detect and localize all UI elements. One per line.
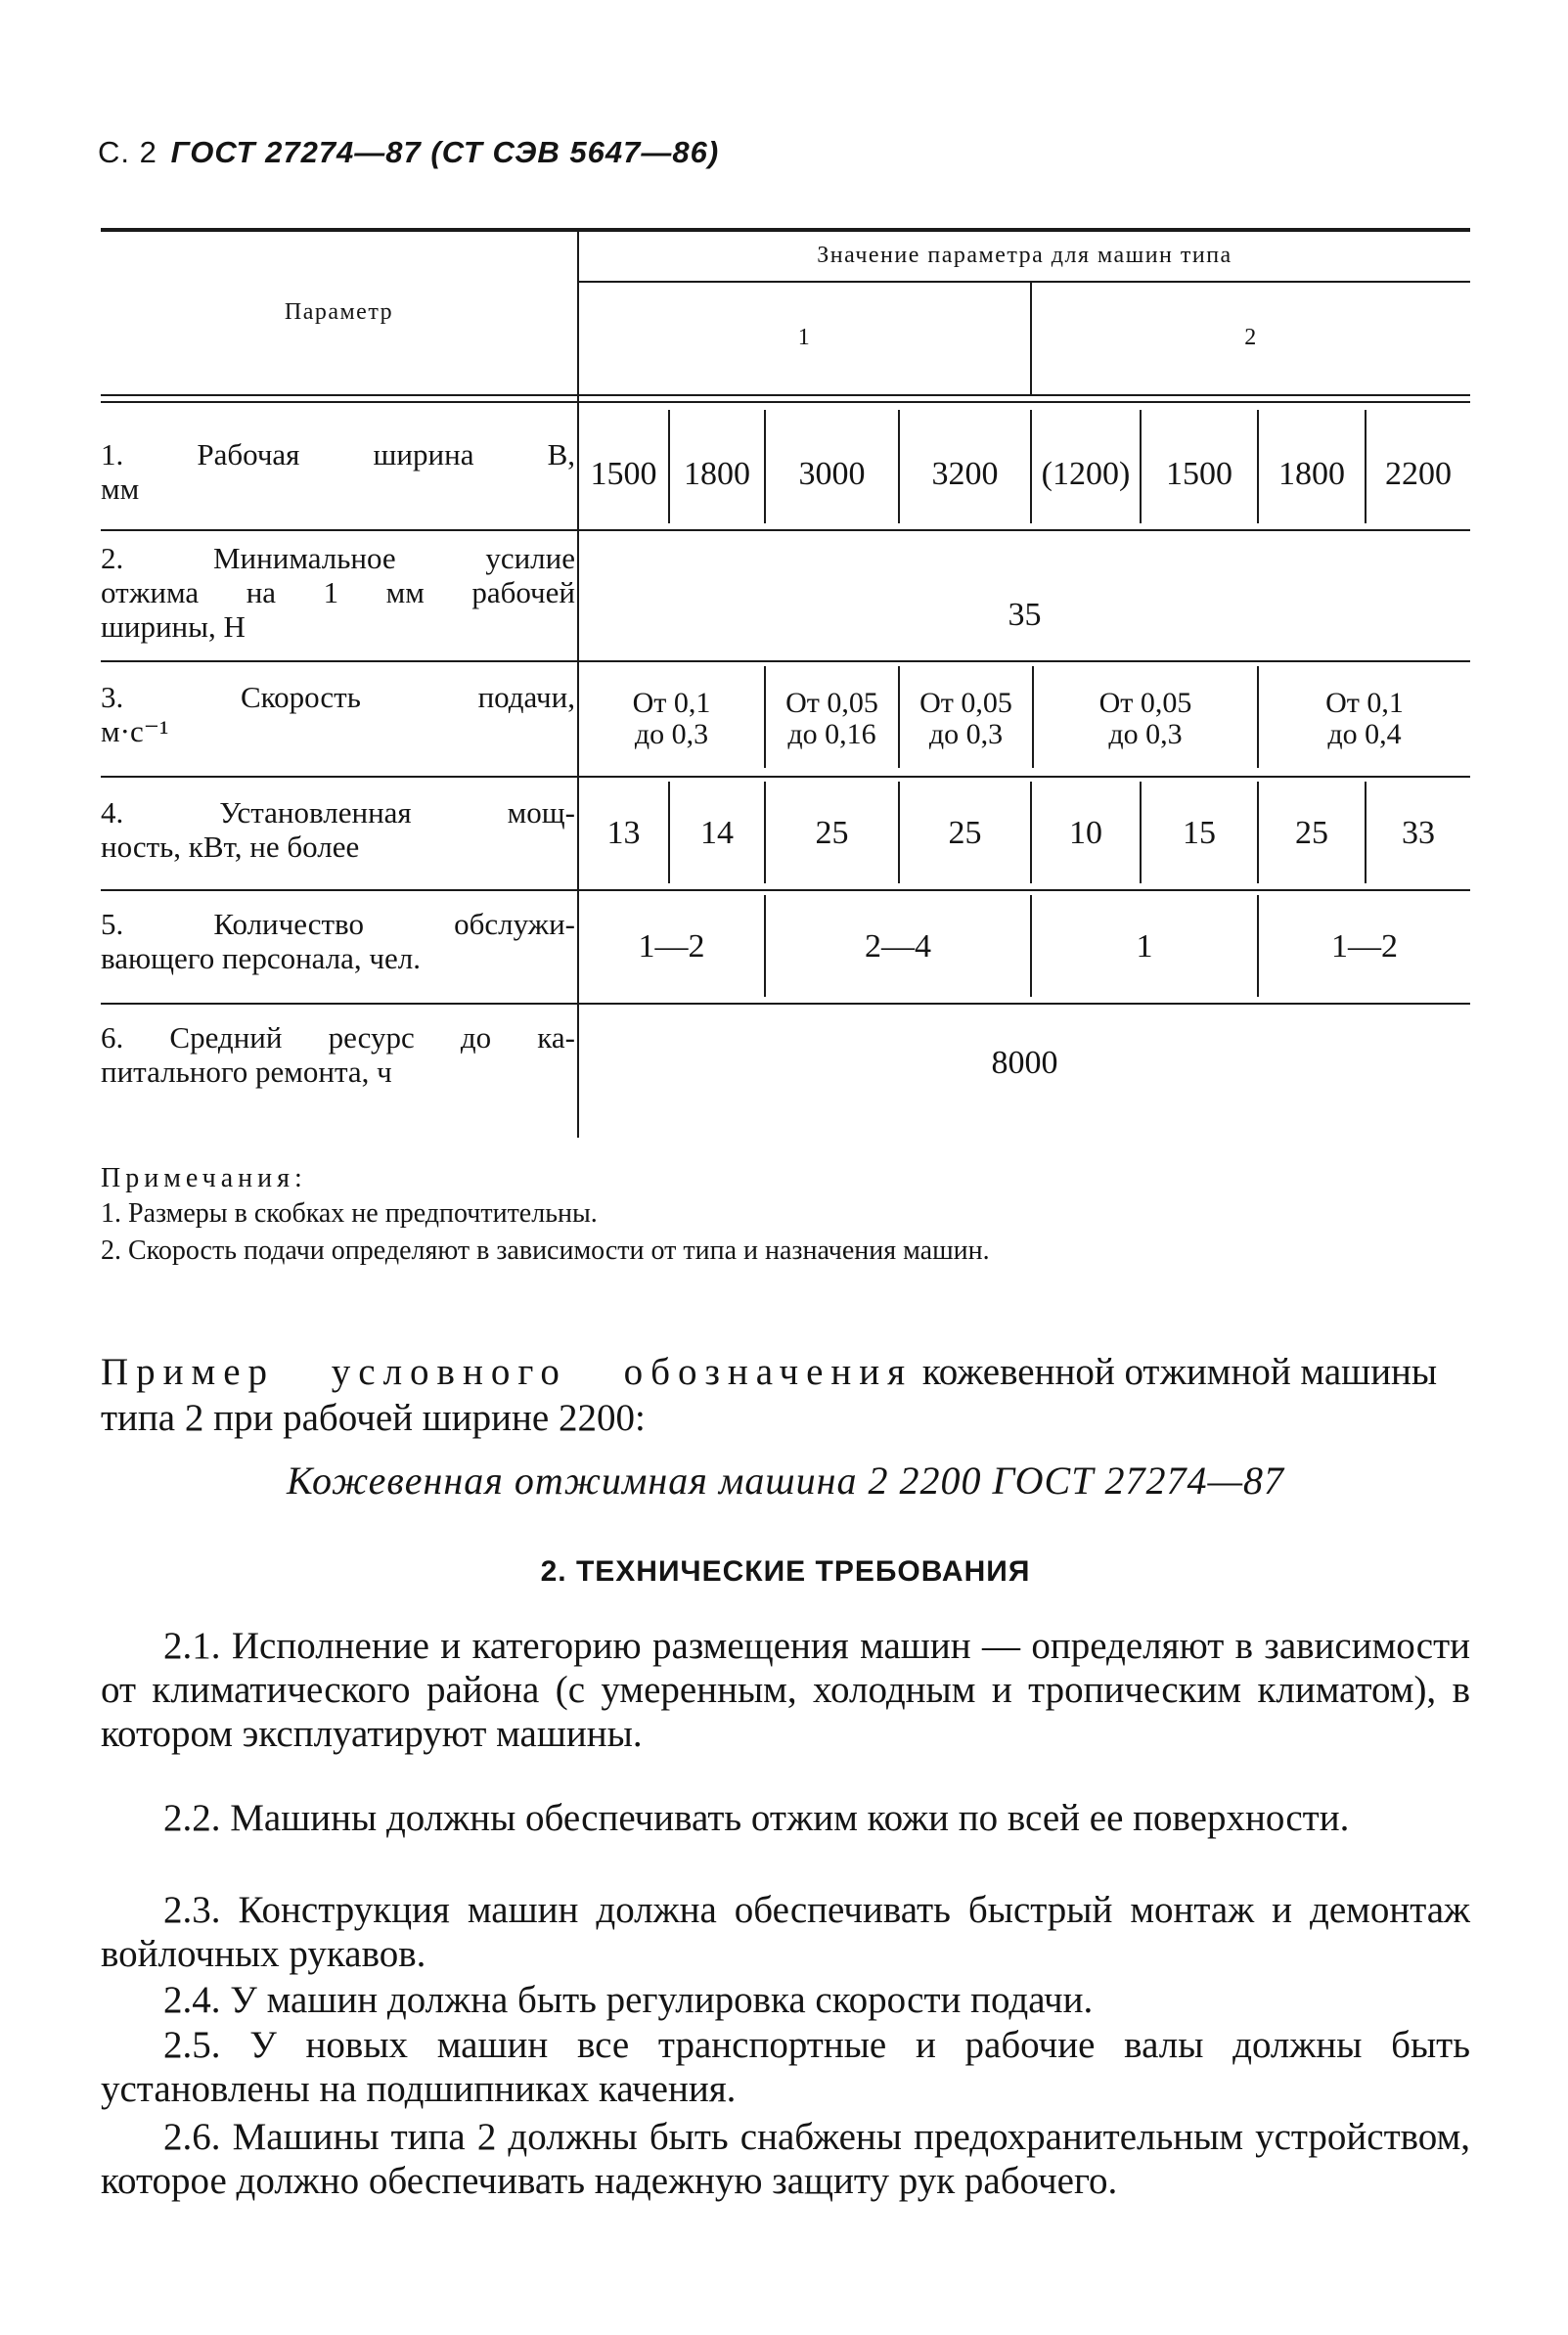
note-item: 1. Размеры в скобках не предпочтительны.	[101, 1198, 598, 1229]
example-designation: Кожевенная отжимная машина 2 2200 ГОСТ 27274—87	[286, 1459, 1285, 1503]
value-cell: 25	[1295, 815, 1328, 852]
value-cell: 1800	[684, 455, 750, 492]
value-cell: 1	[1136, 928, 1153, 965]
header-bottom-rule	[101, 394, 1470, 396]
value-cell: (1200)	[1041, 455, 1131, 492]
page-number: С. 2	[98, 135, 157, 169]
clause: 2.6. Машины типа 2 должны быть снабжены предохранительным устройством, которое должно обеспечивать надежную защиту рук рабочего.	[101, 2116, 1470, 2203]
value-cell: От 0,05 до 0,3	[1098, 686, 1192, 750]
example-lead: Пример условного обозначения	[101, 1351, 914, 1393]
clause: 2.1. Исполнение и категорию размещения машин — определяют в зависимости от климатического района (с умеренным, холодным и тропическим климатом), в котором эксплуатируют машины.	[101, 1625, 1470, 1756]
param-header: Параметр	[284, 299, 394, 326]
value-cell: От 0,05 до 0,16	[785, 686, 878, 750]
param-cell: 3. Скорость подачи, м·с⁻¹	[101, 680, 575, 749]
value-cell: 8000	[991, 1045, 1058, 1082]
value-cell: 15	[1183, 815, 1216, 852]
value-cell: 3200	[931, 455, 999, 492]
value-cell: 2200	[1385, 455, 1452, 492]
notes-heading: Примечания:	[101, 1163, 307, 1193]
example-rest: кожевенной отжимной машины типа 2 при рабочей ширине 2200:	[101, 1351, 1438, 1439]
clause: 2.3. Конструкция машин должна обеспечивать быстрый монтаж и демонтаж войлочных рукавов.	[101, 1889, 1470, 1976]
value-cell: 3000	[798, 455, 866, 492]
value-cell: 1500	[590, 455, 657, 492]
value-cell: 35	[1008, 597, 1042, 634]
value-cell: 14	[700, 815, 734, 852]
value-cell: 1—2	[638, 928, 705, 965]
clause: 2.5. У новых машин все транспортные и рабочие валы должны быть установлены на подшипниках качения.	[101, 2024, 1470, 2111]
clause: 2.2. Машины должны обеспечивать отжим кожи по всей ее поверхности.	[163, 1797, 1350, 1839]
value-cell: 10	[1069, 815, 1102, 852]
value-cell: От 0,1 до 0,4	[1325, 686, 1404, 750]
param-cell: 5. Количество обслужи- вающего персонала, чел.	[101, 907, 575, 976]
parameters-table	[101, 228, 1470, 1138]
example-intro	[101, 1350, 1470, 1442]
param-cell: 2. Минимальное усилие отжима на 1 мм рабочей ширины, Н	[101, 541, 575, 645]
values-header: Значение параметра для машин типа	[817, 243, 1232, 269]
value-cell: 2—4	[865, 928, 931, 965]
clause: 2.4. У машин должна быть регулировка скорости подачи.	[163, 1979, 1094, 2021]
standard-designation: ГОСТ 27274—87 (СТ СЭВ 5647—86)	[170, 135, 720, 169]
type-1-header: 1	[797, 325, 812, 351]
value-cell: 1500	[1166, 455, 1232, 492]
param-cell: 4. Установленная мощ- ность, кВт, не более	[101, 795, 575, 865]
param-cell: 6. Средний ресурс до ка- питального ремонта, ч	[101, 1020, 575, 1090]
value-cell: 25	[948, 815, 982, 852]
section-title: 2. ТЕХНИЧЕСКИЕ ТРЕБОВАНИЯ	[540, 1555, 1031, 1588]
param-cell: 1. Рабочая ширина В, мм	[101, 437, 575, 507]
running-head	[98, 135, 719, 170]
note-item: 2. Скорость подачи определяют в зависимости от типа и назначения машин.	[101, 1235, 990, 1266]
value-cell: 33	[1402, 815, 1435, 852]
value-cell: От 0,05 до 0,3	[919, 686, 1012, 750]
value-cell: 1—2	[1331, 928, 1398, 965]
value-cell: 13	[606, 815, 641, 852]
type-2-header: 2	[1244, 325, 1258, 351]
value-cell: От 0,1 до 0,3	[632, 686, 711, 750]
value-cell: 25	[815, 815, 849, 852]
value-cell: 1800	[1278, 455, 1345, 492]
